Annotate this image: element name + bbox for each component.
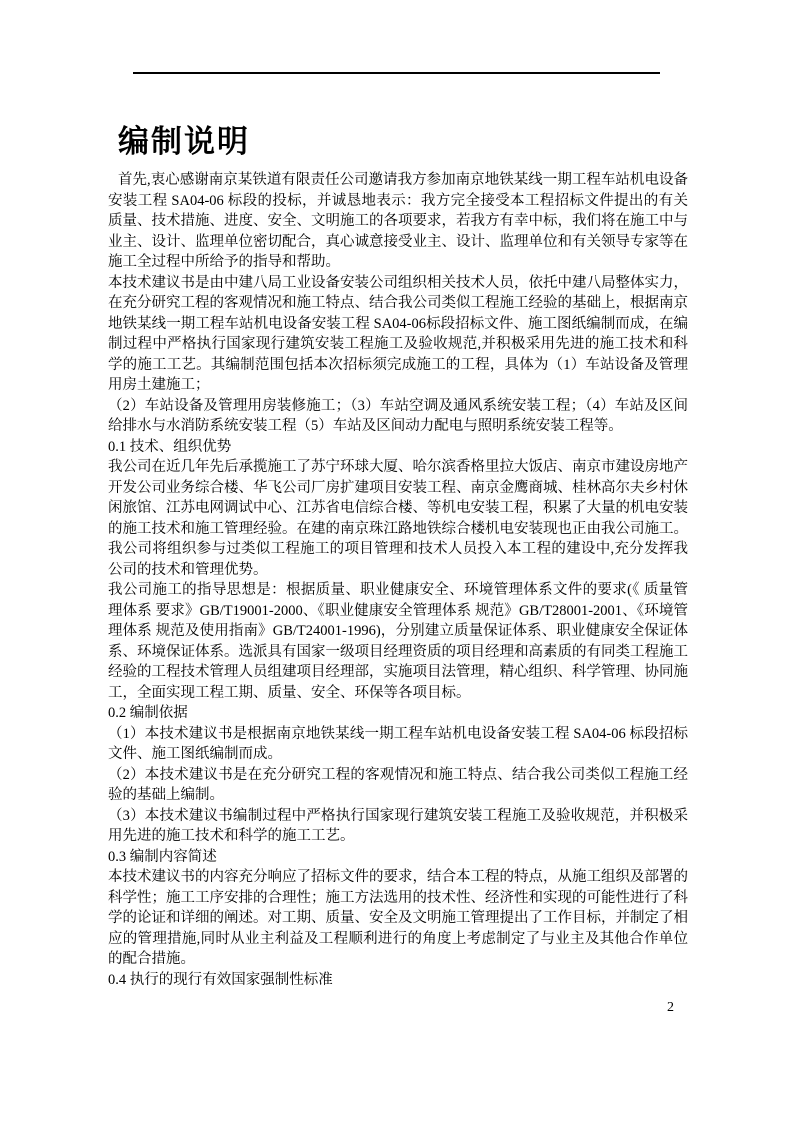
section-heading-0-1: 0.1 技术、组织优势 [108,438,232,455]
page-title: 编制说明 [118,123,250,159]
section-heading-0-3: 0.3 编制内容简述 [108,848,217,865]
paragraph-content-summary: 本技术建议书的内容充分响应了招标文件的要求，结合本工程的特点，从施工组织及部署的科学性；施工工序安排的合理性；施工方法选用的技术性、经济性和实现的可能性进行了科学的论证和详细的阐述。对工期、质量、安全及文明施工管理提出了工作目标，并制定了相应的管理措施,同时从业主利益及工程顺利进行的角度上考虑制定了与业主及其他合作单位的配合措施。 [108,869,688,967]
paragraph-basis-item-3: （3）本技术建议书编制过程中严格执行国家现行建筑安装工程施工及验收规范，并积极采用先进的施工技术和科学的施工工艺。 [108,807,688,844]
section-heading-0-2: 0.2 编制依据 [108,705,188,721]
paragraph-guiding-principles: 我公司施工的指导思想是：根据质量、职业健康安全、环境管理体系文件的要求(《 质量管理体系 要求》GB/T19001-2000、《职业健康安全管理体系 规范》GB/T28001-2001、《环境管理体系 规范及使用指南》GB/T24001-1996)，分别建立质量保证体系、职业健康安全保证体系、环境保证体系。选派具有国家一级项目经理资质的项目经理和高素质的有同类工程施工经验的工程技术管理人员组建项目经理部，实施项目法管理，精心组织、科学管理、协同施工，全面实现工程工期、质量、安全、环保等各项目标。 [108,582,688,701]
paragraph-basis-item-2: （2）本技术建议书是在充分研究工程的客观情况和施工特点、结合我公司类似工程施工经验的基础上编制。 [108,766,688,803]
paragraph-scope-items: （2）车站设备及管理用房装修施工；（3）车站空调及通风系统安装工程；（4）车站及区间给排水与水消防系统安装工程（5）车站及区间动力配电与照明系统安装工程等。 [108,397,688,434]
header-divider [133,72,660,74]
paragraph-basis-overview: 本技术建议书是由中建八局工业设备安装公司组织相关技术人员，依托中建八局整体实力，在充分研究工程的客观情况和施工特点、结合我公司类似工程施工经验的基础上，根据南京地铁某线一期工程车站机电设备安装工程 SA04-06标段招标文件、施工图纸编制而成，在编制过程中严格执行国家现行建筑安装工程施工及验收规范,并积极采用先进的施工技术和科学的施工工艺。其编制范围包括本次招标须完成施工的工程，具体为（1）车站设备及管理用房土建施工； [108,274,688,393]
paragraph-basis-item-1: （1）本技术建议书是根据南京地铁某线一期工程车站机电设备安装工程 SA04-06 标段招标文件、施工图纸编制而成。 [108,725,688,762]
document-body [108,170,688,990]
page-number: 2 [667,1000,674,1015]
section-heading-0-4: 0.4 执行的现行有效国家强制性标准 [108,971,333,988]
paragraph-company-experience: 我公司在近几年先后承揽施工了苏宁环球大厦、哈尔滨香格里拉大饭店、南京市建设房地产开发公司业务综合楼、华飞公司厂房扩建项目安装工程、南京金鹰商城、桂林高尔夫乡村休闲旅馆、江苏电网调试中心、江苏省电信综合楼、等机电安装工程，积累了大量的机电安装的施工技术和施工管理经验。在建的南京珠江路地铁综合楼机电安装现也正由我公司施工。我公司将组织参与过类似工程施工的项目管理和技术人员投入本工程的建设中,充分发挥我公司的技术和管理优势。 [108,459,688,578]
paragraph-intro: 首先,衷心感谢南京某铁道有限责任公司邀请我方参加南京地铁某线一期工程车站机电设备安装工程 SA04-06 标段的投标，并诚恳地表示：我方完全接受本工程招标文件提出的有关质量、技术措施、进度、安全、文明施工的各项要求，若我方有幸中标，我们将在施工中与业主、设计、监理单位密切配合，真心诚意接受业主、设计、监理单位和有关领导专家等在施工全过程中所给予的指导和帮助。 [108,172,688,270]
